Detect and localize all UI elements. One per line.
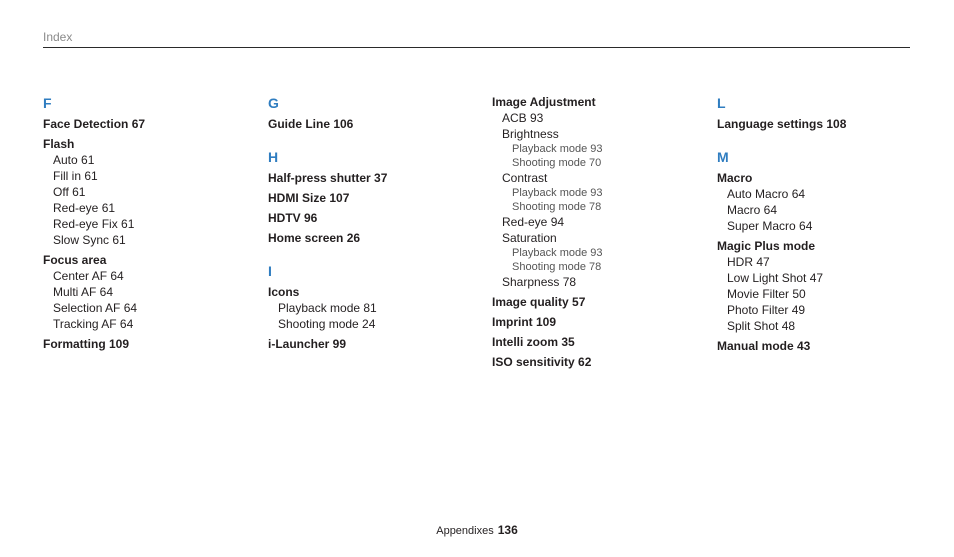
index-entry-iso-sensitivity[interactable]: ISO sensitivity 62 bbox=[492, 355, 592, 369]
index-entry-language-settings[interactable]: Language settings 108 bbox=[717, 117, 847, 131]
index-subentry-photo-filter[interactable]: Photo Filter 49 bbox=[727, 303, 806, 317]
section-letter-l: L bbox=[717, 95, 726, 111]
page-number: 136 bbox=[497, 523, 518, 537]
footer-section-label: Appendixes bbox=[436, 525, 494, 537]
section-letter-h: H bbox=[268, 149, 279, 165]
section-letter-g: G bbox=[268, 95, 279, 111]
index-entry-flash[interactable]: Flash bbox=[43, 137, 75, 151]
index-entry-formatting[interactable]: Formatting 109 bbox=[43, 337, 130, 351]
index-subentry-selection-af[interactable]: Selection AF 64 bbox=[53, 301, 138, 315]
index-entry-i-launcher[interactable]: i-Launcher 99 bbox=[268, 337, 347, 351]
section-letter-f: F bbox=[43, 95, 52, 111]
index-subentry-flash-red-eye-fix[interactable]: Red-eye Fix 61 bbox=[53, 217, 135, 231]
index-subentry-movie-filter[interactable]: Movie Filter 50 bbox=[727, 287, 806, 301]
index-column-1 bbox=[43, 94, 258, 352]
index-subentry-super-macro[interactable]: Super Macro 64 bbox=[727, 219, 813, 233]
index-column-3 bbox=[492, 94, 707, 374]
index-entry-guide-line[interactable]: Guide Line 106 bbox=[268, 117, 354, 131]
index-subentry-hdr[interactable]: HDR 47 bbox=[727, 255, 770, 269]
index-subentry-saturation[interactable]: Saturation bbox=[502, 231, 557, 245]
index-column-2 bbox=[268, 94, 483, 352]
index-subentry-center-af[interactable]: Center AF 64 bbox=[53, 269, 124, 283]
header-divider bbox=[43, 47, 910, 48]
index-subentry-sharpness[interactable]: Sharpness 78 bbox=[502, 275, 577, 289]
index-subsubentry-saturation-playback[interactable]: Playback mode 93 bbox=[512, 247, 603, 259]
header-title: Index bbox=[43, 30, 73, 44]
index-subentry-flash-auto[interactable]: Auto 61 bbox=[53, 153, 95, 167]
page-footer bbox=[0, 523, 954, 537]
index-subentry-flash-off[interactable]: Off 61 bbox=[53, 185, 86, 199]
index-subentry-icons-shooting-mode[interactable]: Shooting mode 24 bbox=[278, 317, 376, 331]
index-entry-icons[interactable]: Icons bbox=[268, 285, 300, 299]
index-subsubentry-contrast-shooting[interactable]: Shooting mode 78 bbox=[512, 201, 602, 213]
index-subentry-brightness[interactable]: Brightness bbox=[502, 127, 559, 141]
index-subentry-macro[interactable]: Macro 64 bbox=[727, 203, 778, 217]
index-subsubentry-contrast-playback[interactable]: Playback mode 93 bbox=[512, 187, 603, 199]
index-subentry-red-eye[interactable]: Red-eye 94 bbox=[502, 215, 565, 229]
index-entry-hdtv[interactable]: HDTV 96 bbox=[268, 211, 318, 225]
index-subentry-split-shot[interactable]: Split Shot 48 bbox=[727, 319, 796, 333]
index-subentry-low-light-shot[interactable]: Low Light Shot 47 bbox=[727, 271, 824, 285]
index-entry-focus-area[interactable]: Focus area bbox=[43, 253, 107, 267]
index-column-4 bbox=[717, 94, 932, 354]
index-subentry-flash-slow-sync[interactable]: Slow Sync 61 bbox=[53, 233, 126, 247]
index-entry-half-press-shutter[interactable]: Half-press shutter 37 bbox=[268, 171, 388, 185]
section-letter-i: I bbox=[268, 263, 272, 279]
index-entry-home-screen[interactable]: Home screen 26 bbox=[268, 231, 361, 245]
index-subentry-flash-fill-in[interactable]: Fill in 61 bbox=[53, 169, 98, 183]
index-entry-magic-plus-mode[interactable]: Magic Plus mode bbox=[717, 239, 816, 253]
index-entry-intelli-zoom[interactable]: Intelli zoom 35 bbox=[492, 335, 575, 349]
index-subsubentry-brightness-playback[interactable]: Playback mode 93 bbox=[512, 143, 603, 155]
index-entry-image-quality[interactable]: Image quality 57 bbox=[492, 295, 586, 309]
index-subentry-acb[interactable]: ACB 93 bbox=[502, 111, 544, 125]
index-entry-imprint[interactable]: Imprint 109 bbox=[492, 315, 557, 329]
index-entry-image-adjustment[interactable]: Image Adjustment bbox=[492, 95, 596, 109]
index-subentry-contrast[interactable]: Contrast bbox=[502, 171, 548, 185]
index-subsubentry-saturation-shooting[interactable]: Shooting mode 78 bbox=[512, 261, 602, 273]
index-entry-face-detection[interactable]: Face Detection 67 bbox=[43, 117, 146, 131]
index-entry-macro[interactable]: Macro bbox=[717, 171, 753, 185]
index-entry-manual-mode[interactable]: Manual mode 43 bbox=[717, 339, 811, 353]
index-subentry-flash-red-eye[interactable]: Red-eye 61 bbox=[53, 201, 116, 215]
section-letter-m: M bbox=[717, 149, 729, 165]
index-subentry-icons-playback-mode[interactable]: Playback mode 81 bbox=[278, 301, 377, 315]
index-subentry-tracking-af[interactable]: Tracking AF 64 bbox=[53, 317, 134, 331]
index-subentry-multi-af[interactable]: Multi AF 64 bbox=[53, 285, 114, 299]
index-subentry-auto-macro[interactable]: Auto Macro 64 bbox=[727, 187, 806, 201]
index-entry-hdmi-size[interactable]: HDMI Size 107 bbox=[268, 191, 350, 205]
index-subsubentry-brightness-shooting[interactable]: Shooting mode 70 bbox=[512, 157, 602, 169]
